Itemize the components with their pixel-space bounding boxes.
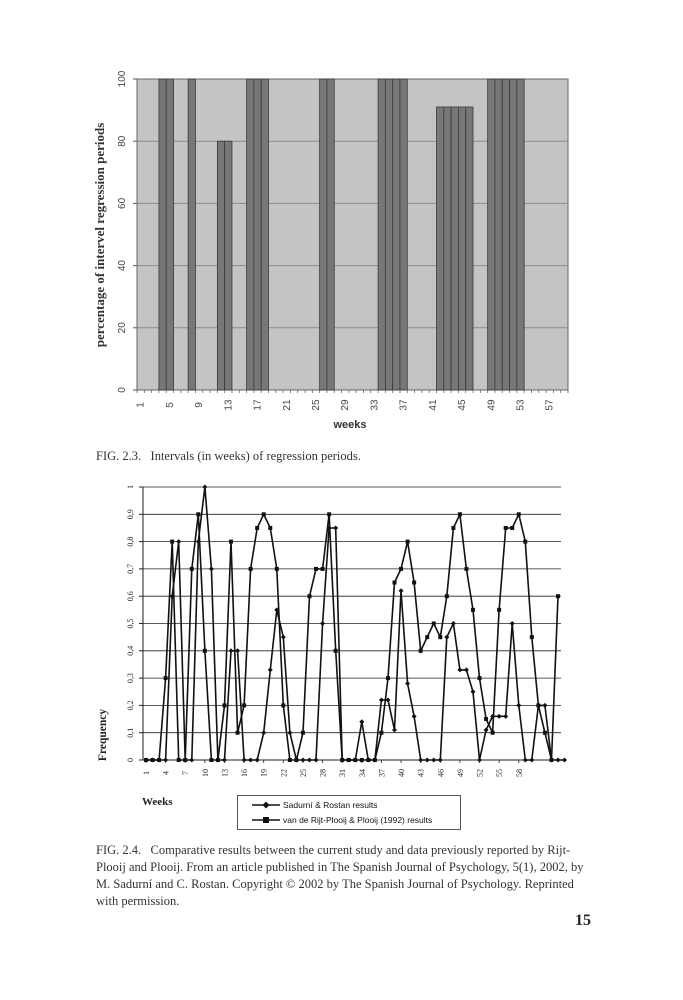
chart1-x-tick-label: 41 <box>427 399 439 411</box>
sadurni-point <box>202 485 207 490</box>
chart1-x-tick-label: 33 <box>369 399 381 411</box>
vanderijt-point <box>151 758 155 762</box>
sadurni-point <box>451 621 456 626</box>
sadurni-point <box>229 648 234 653</box>
legend-label-sadurni: Sadurní & Rostan results <box>283 800 378 810</box>
sadurni-point <box>359 719 364 724</box>
chart2-y-tick-label: 1 <box>126 485 135 489</box>
chart2-x-tick-label: 13 <box>220 769 230 777</box>
chart1-y-tick-label: 60 <box>117 197 128 209</box>
sadurni-point <box>516 703 521 708</box>
chart2-x-tick-label: 43 <box>416 769 426 777</box>
chart1-y-axis-label: percentage of intervel regression periods <box>92 122 107 348</box>
chart1-x-tick-label: 21 <box>281 399 293 411</box>
series-line-vanderijt <box>146 514 558 760</box>
vanderijt-point <box>164 676 168 680</box>
legend-square-marker <box>252 815 280 825</box>
vanderijt-point <box>464 567 468 571</box>
vanderijt-point <box>196 512 200 516</box>
sadurni-point <box>510 621 515 626</box>
sadurni-point <box>464 667 469 672</box>
chart2-y-tick-label: 0,9 <box>126 509 135 520</box>
chart1-x-tick-label: 17 <box>252 399 264 411</box>
vanderijt-point <box>268 526 272 530</box>
chart1-x-tick-label: 29 <box>340 399 352 411</box>
vanderijt-point <box>530 635 534 639</box>
vanderijt-point <box>307 594 311 598</box>
vanderijt-point <box>510 526 514 530</box>
vanderijt-point <box>497 608 501 612</box>
sadurni-point <box>261 730 266 735</box>
vanderijt-point <box>556 594 560 598</box>
chart1-x-tick-label: 53 <box>515 399 527 411</box>
chart2-y-tick-label: 0,8 <box>126 536 135 547</box>
sadurni-point <box>307 758 312 763</box>
sadurni-point <box>392 727 397 732</box>
sadurni-point <box>405 681 410 686</box>
chart1-x-tick-label: 49 <box>486 399 498 411</box>
chart1-y-tick-label: 20 <box>117 322 128 334</box>
chart1-x-axis-label: weeks <box>333 419 367 431</box>
sadurni-point <box>248 758 253 763</box>
vanderijt-point <box>445 594 449 598</box>
vanderijt-point <box>393 581 397 585</box>
figure-2-3-text: Intervals (in weeks) of regression periods. <box>150 449 361 463</box>
chart2-y-tick-label: 0,5 <box>126 618 135 629</box>
chart2-x-tick-label: 46 <box>436 769 446 777</box>
vanderijt-point <box>177 758 181 762</box>
vanderijt-point <box>294 758 298 762</box>
sadurni-point <box>209 566 214 571</box>
vanderijt-point <box>275 567 279 571</box>
vanderijt-point <box>386 676 390 680</box>
vanderijt-point <box>321 567 325 571</box>
sadurni-point <box>399 588 404 593</box>
vanderijt-point <box>334 649 338 653</box>
vanderijt-point <box>314 567 318 571</box>
chart2-x-tick-label: 31 <box>338 769 348 777</box>
figure-2-4-label: FIG. 2.4. <box>96 843 142 857</box>
figure-2-4-text: Comparative results between the current study and data previously reported by Rijt-Plooij and Plooij. From an article published in The Spanish Journal of Psychology, 5(1), 2002, by M. Sadurní and C. Rostan. Copyright © 2002 by The Spanish Journal of Psychology. Reprinted with permission. <box>96 843 584 908</box>
sadurni-point <box>379 697 384 702</box>
sadurni-point <box>529 758 534 763</box>
chart1-y-tick-label: 80 <box>117 135 128 147</box>
vanderijt-point <box>543 731 547 735</box>
sadurni-point <box>425 758 430 763</box>
vanderijt-point <box>419 649 423 653</box>
chart2-x-tick-label: 55 <box>495 769 505 777</box>
vanderijt-point <box>301 731 305 735</box>
chart2-y-tick-label: 0,1 <box>126 727 135 738</box>
vanderijt-point <box>190 567 194 571</box>
vanderijt-point <box>425 635 429 639</box>
figure-2-3-label: FIG. 2.3. <box>96 449 142 463</box>
chart1-y-tick-label: 100 <box>117 70 128 88</box>
chart2-y-tick-label: 0,3 <box>126 673 135 684</box>
vanderijt-point <box>484 717 488 721</box>
sadurni-point <box>470 689 475 694</box>
vanderijt-point <box>373 758 377 762</box>
chart1-y-tick-label: 40 <box>117 260 128 272</box>
chart2-x-tick-label: 10 <box>200 769 210 777</box>
sadurni-point <box>281 635 286 640</box>
vanderijt-point <box>353 758 357 762</box>
sadurni-point <box>314 758 319 763</box>
vanderijt-point <box>438 635 442 639</box>
vanderijt-point <box>209 758 213 762</box>
legend-entry-vanderijt <box>252 813 432 827</box>
sadurni-point <box>268 667 273 672</box>
chart1-x-tick-label: 5 <box>164 402 176 408</box>
chart1-x-tick-label: 9 <box>194 402 206 408</box>
legend-diamond-marker <box>252 800 280 810</box>
chart2-y-tick-label: 0 <box>126 758 135 762</box>
chart2-x-tick-label: 28 <box>318 769 328 777</box>
sadurni-point <box>255 758 260 763</box>
sadurni-point <box>444 635 449 640</box>
vanderijt-point <box>517 512 521 516</box>
vanderijt-point <box>281 703 285 707</box>
vanderijt-point <box>255 526 259 530</box>
vanderijt-point <box>327 512 331 516</box>
sadurni-point <box>287 730 292 735</box>
chart2-x-tick-label: 37 <box>377 769 387 777</box>
sadurni-point <box>333 525 338 530</box>
vanderijt-point <box>379 731 383 735</box>
chart2-x-tick-label: 22 <box>279 769 289 777</box>
vanderijt-point <box>478 676 482 680</box>
sadurni-point <box>457 667 462 672</box>
vanderijt-point <box>242 703 246 707</box>
chart1-x-tick-label: 37 <box>398 399 410 411</box>
chart1-x-tick-label: 45 <box>457 399 469 411</box>
sadurni-point <box>542 703 547 708</box>
vanderijt-point <box>366 758 370 762</box>
chart2-x-axis-label: Weeks <box>142 796 173 808</box>
vanderijt-point <box>347 758 351 762</box>
legend-entry-sadurni <box>252 798 378 812</box>
vanderijt-point <box>170 540 174 544</box>
vanderijt-point <box>157 758 161 762</box>
chart1-y-tick-label: 0 <box>117 387 128 393</box>
chart2-x-tick-label: 58 <box>514 769 524 777</box>
chart1-x-tick-label: 1 <box>135 402 147 408</box>
vanderijt-point <box>406 540 410 544</box>
chart2-x-tick-label: 25 <box>298 769 308 777</box>
chart2-y-tick-label: 0,7 <box>126 563 135 574</box>
sadurni-point <box>320 621 325 626</box>
sadurni-point <box>431 758 436 763</box>
vanderijt-point <box>549 758 553 762</box>
vanderijt-point <box>203 649 207 653</box>
sadurni-point <box>556 758 561 763</box>
vanderijt-point <box>536 703 540 707</box>
vanderijt-point <box>288 758 292 762</box>
vanderijt-point <box>451 526 455 530</box>
chart2-x-tick-label: 16 <box>240 769 250 777</box>
vanderijt-point <box>504 526 508 530</box>
vanderijt-point <box>432 622 436 626</box>
vanderijt-point <box>236 731 240 735</box>
chart2-y-tick-label: 0,4 <box>126 645 135 656</box>
chart2-x-tick-label: 52 <box>475 769 485 777</box>
vanderijt-point <box>262 512 266 516</box>
chart2-y-tick-label: 0,2 <box>126 700 135 711</box>
page-number: 15 <box>575 912 591 929</box>
chart2-x-tick-label: 40 <box>397 769 407 777</box>
vanderijt-point <box>491 731 495 735</box>
vanderijt-point <box>222 703 226 707</box>
chart2-x-tick-label: 49 <box>455 769 465 777</box>
vanderijt-point <box>523 540 527 544</box>
figure-2-4-caption <box>96 842 596 910</box>
vanderijt-point <box>216 758 220 762</box>
sadurni-point <box>176 539 181 544</box>
vanderijt-point <box>399 567 403 571</box>
vanderijt-point <box>412 581 416 585</box>
chart2-x-tick-label: 34 <box>357 769 367 777</box>
sadurni-point <box>497 714 502 719</box>
sadurni-point <box>189 758 194 763</box>
chart2-x-tick-label: 19 <box>259 769 269 777</box>
chart1-x-tick-label: 13 <box>223 399 235 411</box>
vanderijt-point <box>471 608 475 612</box>
sadurni-point <box>503 714 508 719</box>
sadurni-point <box>523 758 528 763</box>
sadurni-point <box>235 648 240 653</box>
chart2-x-tick-label: 4 <box>161 771 171 775</box>
legend-label-vanderijt: van de Rijt-Plooij & Plooij (1992) results <box>283 815 433 825</box>
chart2-legend <box>237 795 461 830</box>
chart2-x-tick-label: 7 <box>181 771 191 775</box>
vanderijt-point <box>229 540 233 544</box>
chart1-x-tick-label: 25 <box>310 399 322 411</box>
chart1-x-tick-label: 57 <box>544 399 556 411</box>
sadurni-point <box>412 714 417 719</box>
sadurni-point <box>562 758 567 763</box>
chart2-y-axis-label: Frequency <box>97 708 109 762</box>
vanderijt-point <box>458 512 462 516</box>
chart2-x-tick-label: 1 <box>142 771 151 775</box>
chart2-y-tick-label: 0,6 <box>126 591 135 602</box>
vanderijt-point <box>249 567 253 571</box>
